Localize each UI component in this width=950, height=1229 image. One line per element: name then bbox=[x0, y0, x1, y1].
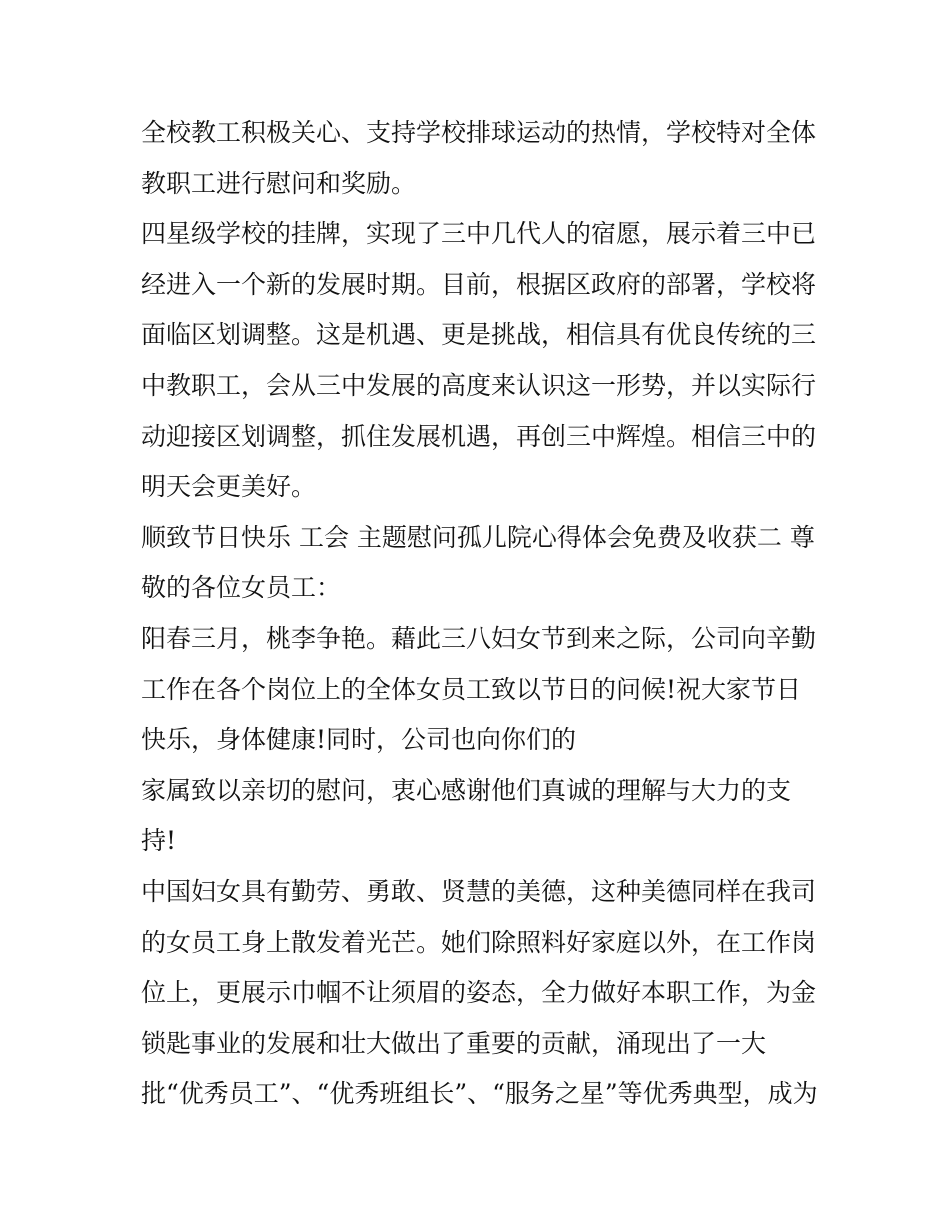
text-line: 中国妇女具有勤劳、勇敢、贤慧的美德，这种美德同样在我司 bbox=[141, 876, 817, 906]
text-line: 家属致以亲切的慰问，衷心感谢他们真诚的理解与大力的支 bbox=[141, 775, 792, 805]
text-line: 动迎接区划调整，抓住发展机遇，再创三中辉煌。相信三中的 bbox=[141, 421, 817, 451]
document-body bbox=[141, 108, 821, 1120]
text-line: 面临区划调整。这是机遇、更是挑战，相信具有优良传统的三 bbox=[141, 320, 817, 350]
text-line: 工作在各个岗位上的全体女员工致以节日的问候!祝大家节日 bbox=[141, 674, 802, 704]
text-line: 四星级学校的挂牌，实现了三中几代人的宿愿，展示着三中已 bbox=[141, 219, 817, 249]
text-line: 中教职工，会从三中发展的高度来认识这一形势，并以实际行 bbox=[141, 370, 817, 400]
text-line: 全校教工积极关心、支持学校排球运动的热情，学校特对全体 bbox=[141, 118, 817, 147]
text-line: 教职工进行慰问和奖励。 bbox=[141, 168, 417, 198]
text-line: 持! bbox=[141, 826, 177, 856]
text-line: 快乐，身体健康!同时，公司也向你们的 bbox=[141, 725, 577, 755]
text-line: 锁匙事业的发展和壮大做出了重要的贡献，涌现出了一大 bbox=[141, 1028, 767, 1058]
text-line: 顺致节日快乐 工会 主题慰问孤儿院心得体会免费及收获二 尊 bbox=[141, 522, 815, 552]
text-line: 经进入一个新的发展时期。目前，根据区政府的部署，学校将 bbox=[141, 269, 817, 299]
text-line: 敬的各位女员工： bbox=[141, 573, 342, 603]
text-line: 明天会更美好。 bbox=[141, 472, 317, 502]
text-line: 的女员工身上散发着光芒。她们除照料好家庭以外，在工作岗 bbox=[141, 927, 817, 957]
text-line: 位上，更展示巾帼不让须眉的姿态，全力做好本职工作，为金 bbox=[141, 978, 817, 1008]
text-line: 阳春三月，桃李争艳。藉此三八妇女节到来之际，公司向辛勤 bbox=[141, 623, 817, 653]
text-line: 批“优秀员工”、“优秀班组长”、“服务之星”等优秀典型，成为 bbox=[141, 1079, 818, 1109]
